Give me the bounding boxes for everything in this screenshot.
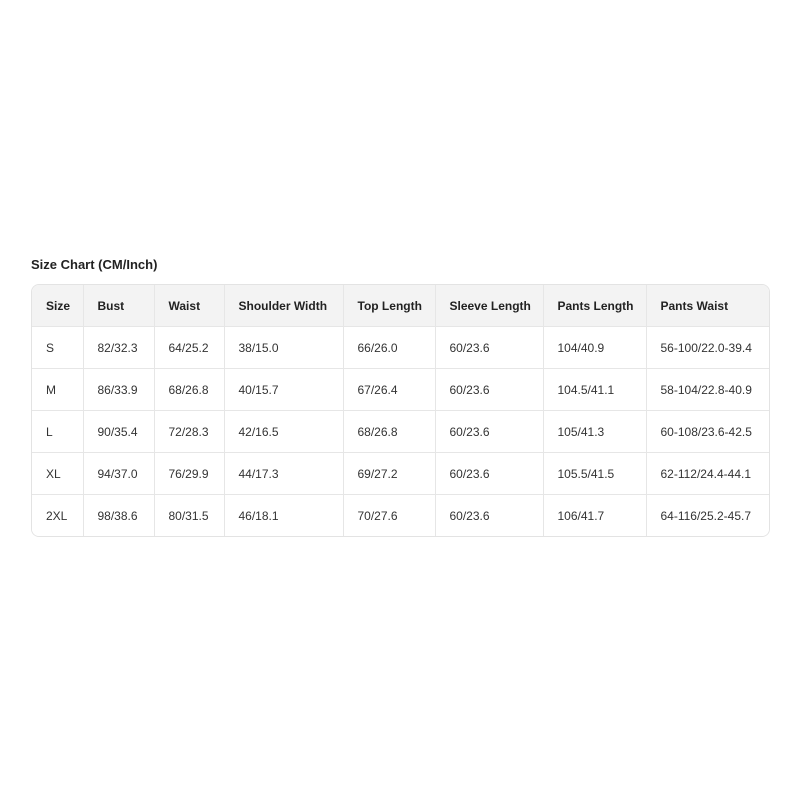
table-row [32, 495, 770, 537]
header-bust: Bust [83, 285, 154, 327]
table-row [32, 327, 770, 369]
cell-waist: 80/31.5 [154, 495, 224, 537]
cell-sleeve-length: 60/23.6 [435, 369, 543, 411]
cell-top-length: 70/27.6 [343, 495, 435, 537]
cell-shoulder-width: 42/16.5 [224, 411, 343, 453]
cell-pants-waist: 64-116/25.2-45.7 [646, 495, 770, 537]
cell-sleeve-length: 60/23.6 [435, 453, 543, 495]
size-chart [31, 257, 770, 537]
header-size: Size [32, 285, 83, 327]
cell-top-length: 68/26.8 [343, 411, 435, 453]
cell-top-length: 67/26.4 [343, 369, 435, 411]
cell-size: XL [32, 453, 83, 495]
cell-shoulder-width: 46/18.1 [224, 495, 343, 537]
header-pants-waist: Pants Waist [646, 285, 770, 327]
chart-title: Size Chart (CM/Inch) [31, 257, 158, 272]
header-waist: Waist [154, 285, 224, 327]
table-row [32, 453, 770, 495]
cell-sleeve-length: 60/23.6 [435, 495, 543, 537]
cell-sleeve-length: 60/23.6 [435, 411, 543, 453]
cell-bust: 90/35.4 [83, 411, 154, 453]
cell-size: L [32, 411, 83, 453]
cell-size: S [32, 327, 83, 369]
cell-shoulder-width: 44/17.3 [224, 453, 343, 495]
cell-bust: 94/37.0 [83, 453, 154, 495]
cell-pants-length: 106/41.7 [543, 495, 646, 537]
cell-pants-waist: 56-100/22.0-39.4 [646, 327, 770, 369]
cell-bust: 82/32.3 [83, 327, 154, 369]
cell-top-length: 66/26.0 [343, 327, 435, 369]
cell-pants-length: 105/41.3 [543, 411, 646, 453]
cell-pants-waist: 58-104/22.8-40.9 [646, 369, 770, 411]
header-top-length: Top Length [343, 285, 435, 327]
cell-waist: 64/25.2 [154, 327, 224, 369]
header-sleeve-length: Sleeve Length [435, 285, 543, 327]
cell-shoulder-width: 40/15.7 [224, 369, 343, 411]
cell-pants-waist: 60-108/23.6-42.5 [646, 411, 770, 453]
cell-size: 2XL [32, 495, 83, 537]
header-shoulder-width: Shoulder Width [224, 285, 343, 327]
cell-waist: 72/28.3 [154, 411, 224, 453]
cell-bust: 86/33.9 [83, 369, 154, 411]
cell-pants-waist: 62-112/24.4-44.1 [646, 453, 770, 495]
cell-waist: 68/26.8 [154, 369, 224, 411]
cell-pants-length: 104.5/41.1 [543, 369, 646, 411]
table-row [32, 369, 770, 411]
cell-bust: 98/38.6 [83, 495, 154, 537]
header-pants-length: Pants Length [543, 285, 646, 327]
cell-size: M [32, 369, 83, 411]
size-table-container [31, 284, 770, 537]
size-table [32, 285, 770, 536]
cell-sleeve-length: 60/23.6 [435, 327, 543, 369]
table-header-row [32, 285, 770, 327]
cell-shoulder-width: 38/15.0 [224, 327, 343, 369]
table-row [32, 411, 770, 453]
cell-waist: 76/29.9 [154, 453, 224, 495]
cell-pants-length: 104/40.9 [543, 327, 646, 369]
cell-pants-length: 105.5/41.5 [543, 453, 646, 495]
cell-top-length: 69/27.2 [343, 453, 435, 495]
